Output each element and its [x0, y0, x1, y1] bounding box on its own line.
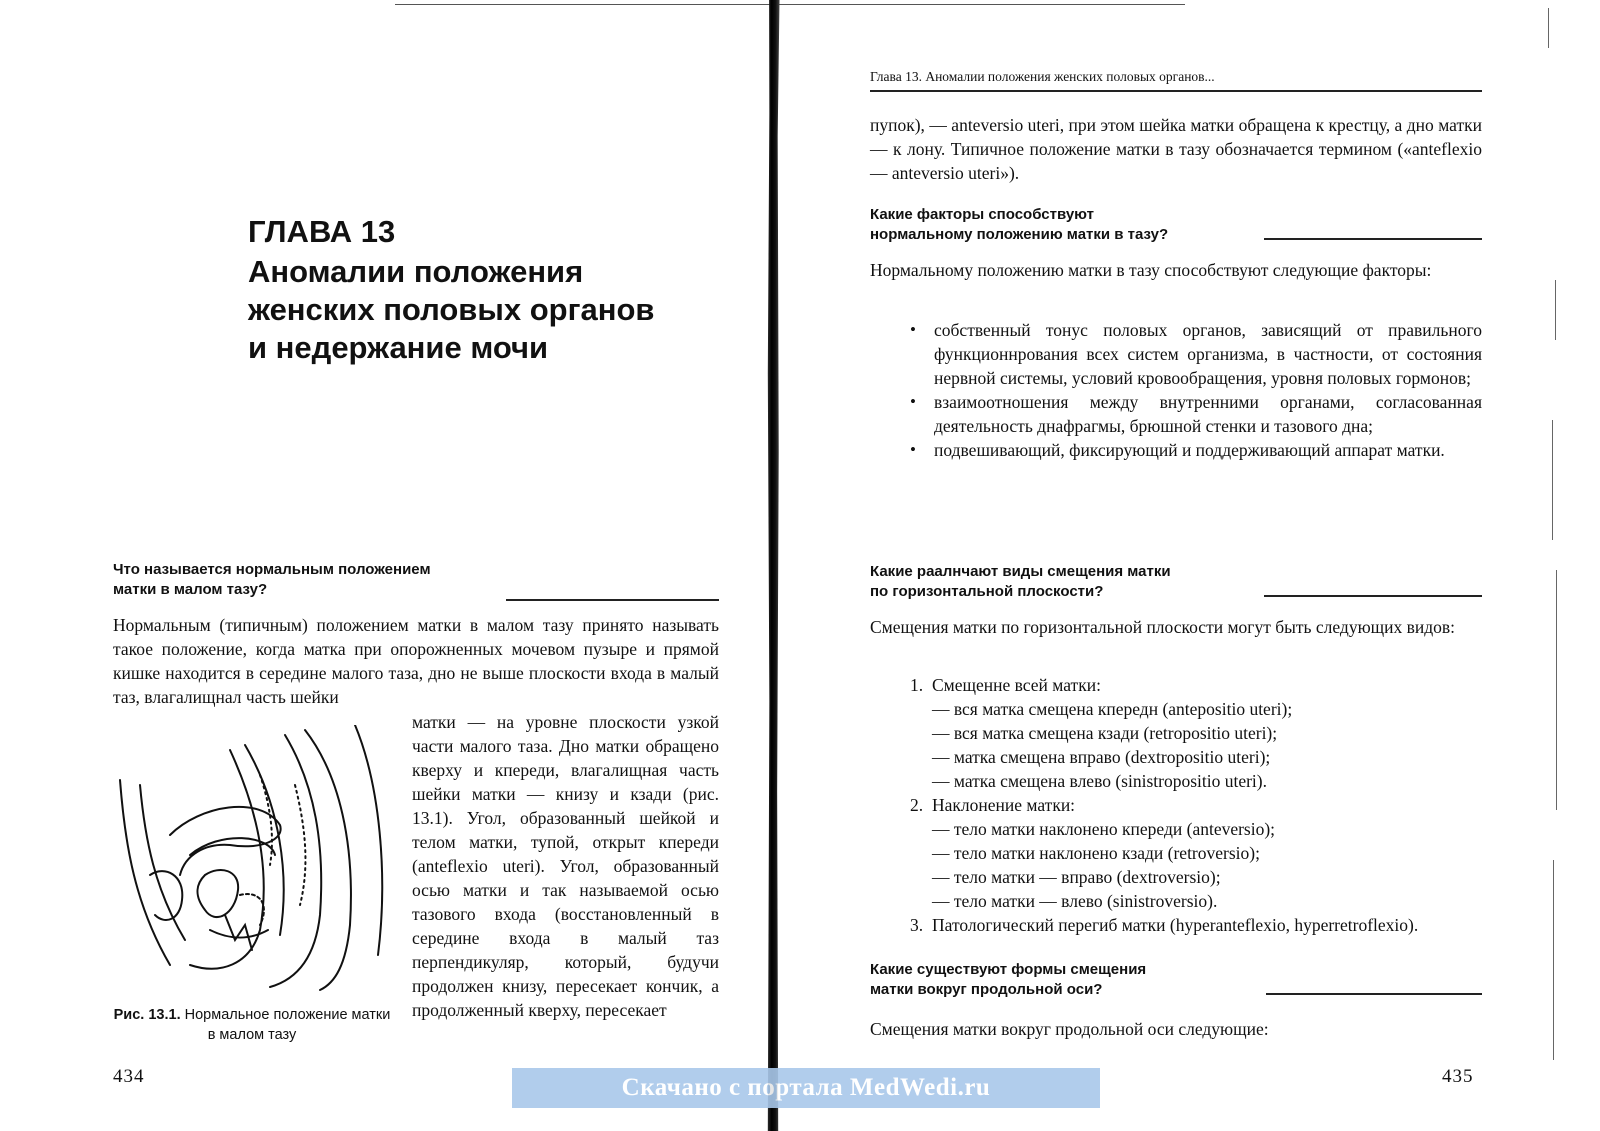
list-item-title: Патологический перегиб матки (hyperanteflexio, hyperretroflexio). — [932, 915, 1419, 935]
sub-item: — тело матки — влево (sinistroversio). — [932, 891, 1218, 911]
sub-item: — матка смещена вправо (dextropositio uteri); — [932, 747, 1271, 767]
scan-edge-mark — [1548, 8, 1549, 48]
body-paragraph: пупок), — anteversio uteri, при этом шейка матки обращена к крестцу, а дно матки — к лону. Типичное положение матки в тазу обозначается термином («anteflexio — anteversio uteri»). — [870, 115, 1482, 183]
section-heading: Какие существуют формы смещения матки вокруг продольной оси? — [870, 961, 1147, 998]
sub-item: — вся матка смещена кпередн (antepositio uteri); — [932, 699, 1293, 719]
body-paragraph-column: матки — на уровне плоскости узкой части малого таза. Дно матки обращено кверху и кпереди, влагалищная часть шейки матки — книзу и кзади (рис. 13.1). Угол, образованный шейкой и телом матки, тупой, открыт кпереди (anteflexio uteri). Угол, образованный осью матки и так называемой осью тазового входа (восстановленный в середине входа в малый таз перпендикуляр, который, будучи продолжен книзу, пересекает кончик, а продолженный кверху, пересекает — [412, 712, 719, 1020]
watermark-banner: Скачано с портала MedWedi.ru — [512, 1068, 1100, 1108]
list-number: 1. — [910, 675, 924, 695]
chapter-title — [248, 213, 718, 367]
scan-top-rule — [395, 4, 1185, 5]
chapter-title-line: и недержание мочи — [248, 330, 549, 365]
scan-edge-mark — [1553, 860, 1554, 1060]
body-paragraph: Нормальному положению матки в тазу способствуют следующие факторы: — [870, 260, 1432, 280]
list-item — [902, 793, 1482, 913]
figure-caption-label: Рис. 13.1. — [113, 1007, 181, 1023]
factors-list — [902, 318, 1482, 462]
list-item-title: Смещенне всей матки: — [932, 675, 1101, 695]
page-number-right: 435 — [1442, 1066, 1474, 1087]
page-number-left: 434 — [113, 1066, 145, 1087]
book-gutter-shadow — [760, 0, 786, 1131]
chapter-number: ГЛАВА 13 — [248, 214, 396, 249]
body-paragraph: Смещения матки по горизонтальной плоскости могут быть следующих видов: — [870, 617, 1456, 637]
list-item: • собственный тонус половых органов, зависящий от правильного функционнрования всех систем организма, в частности, от состояния нервной системы, условий кровообращения, уровня половых гормонов; — [902, 318, 1482, 390]
running-header: Глава 13. Аномалии положения женских половых органов... — [870, 68, 1482, 92]
list-number: 2. — [910, 795, 924, 815]
section-heading: Какие факторы способствуют нормальному положению матки в тазу? — [870, 206, 1169, 243]
heading-rule — [1264, 595, 1482, 597]
list-item — [902, 913, 1482, 937]
sub-item: — тело матки наклонено кзади (retroversio); — [932, 843, 1260, 863]
displacement-types-list — [902, 673, 1482, 937]
list-item-title: Наклонение матки: — [932, 795, 1076, 815]
body-paragraph: Смещения матки вокруг продольной оси следующие: — [870, 1019, 1269, 1039]
list-item: • подвешивающий, фиксирующий и поддерживающий аппарат матки. — [902, 438, 1482, 462]
sub-item: — вся матка смещена кзади (retropositio uteri); — [932, 723, 1278, 743]
anatomy-illustration — [110, 725, 390, 995]
scan-edge-mark — [1552, 420, 1553, 540]
heading-rule — [506, 599, 719, 601]
list-number: 3. — [910, 915, 924, 935]
heading-rule — [1266, 993, 1482, 995]
sub-item: — матка смещена влево (sinistropositio uteri). — [932, 771, 1267, 791]
scan-edge-mark — [1556, 570, 1557, 810]
chapter-title-line: женских половых органов — [248, 292, 655, 327]
section-heading: Какие раалнчают виды смещения матки по горизонтальной плоскости? — [870, 563, 1171, 600]
heading-rule — [1264, 238, 1482, 240]
figure-caption — [112, 1005, 392, 1045]
body-paragraph: Нормальным (типичным) положением матки в малом тазу принято называть такое положение, когда матка при опорожненных мочевом пузыре и прямой кишке находится в середине малого таза, дно не выше плоскости входа в малый таз, влагалищнал часть шейки — [113, 615, 719, 707]
sub-item: — тело матки — вправо (dextroversio); — [932, 867, 1221, 887]
section-heading: Что называется нормальным положением матки в малом тазу? — [113, 561, 431, 598]
list-item — [902, 673, 1482, 793]
list-item: • взаимоотношения между внутренними органами, согласованная деятельность днафрагмы, брюшной стенки и тазового дна; — [902, 390, 1482, 438]
scan-edge-mark — [1555, 280, 1556, 340]
sub-item: — тело матки наклонено кпереди (anteversio); — [932, 819, 1276, 839]
chapter-title-line: Аномалии положения — [248, 254, 584, 289]
figure-caption-text: Нормальное положение матки в малом тазу — [184, 1007, 391, 1043]
